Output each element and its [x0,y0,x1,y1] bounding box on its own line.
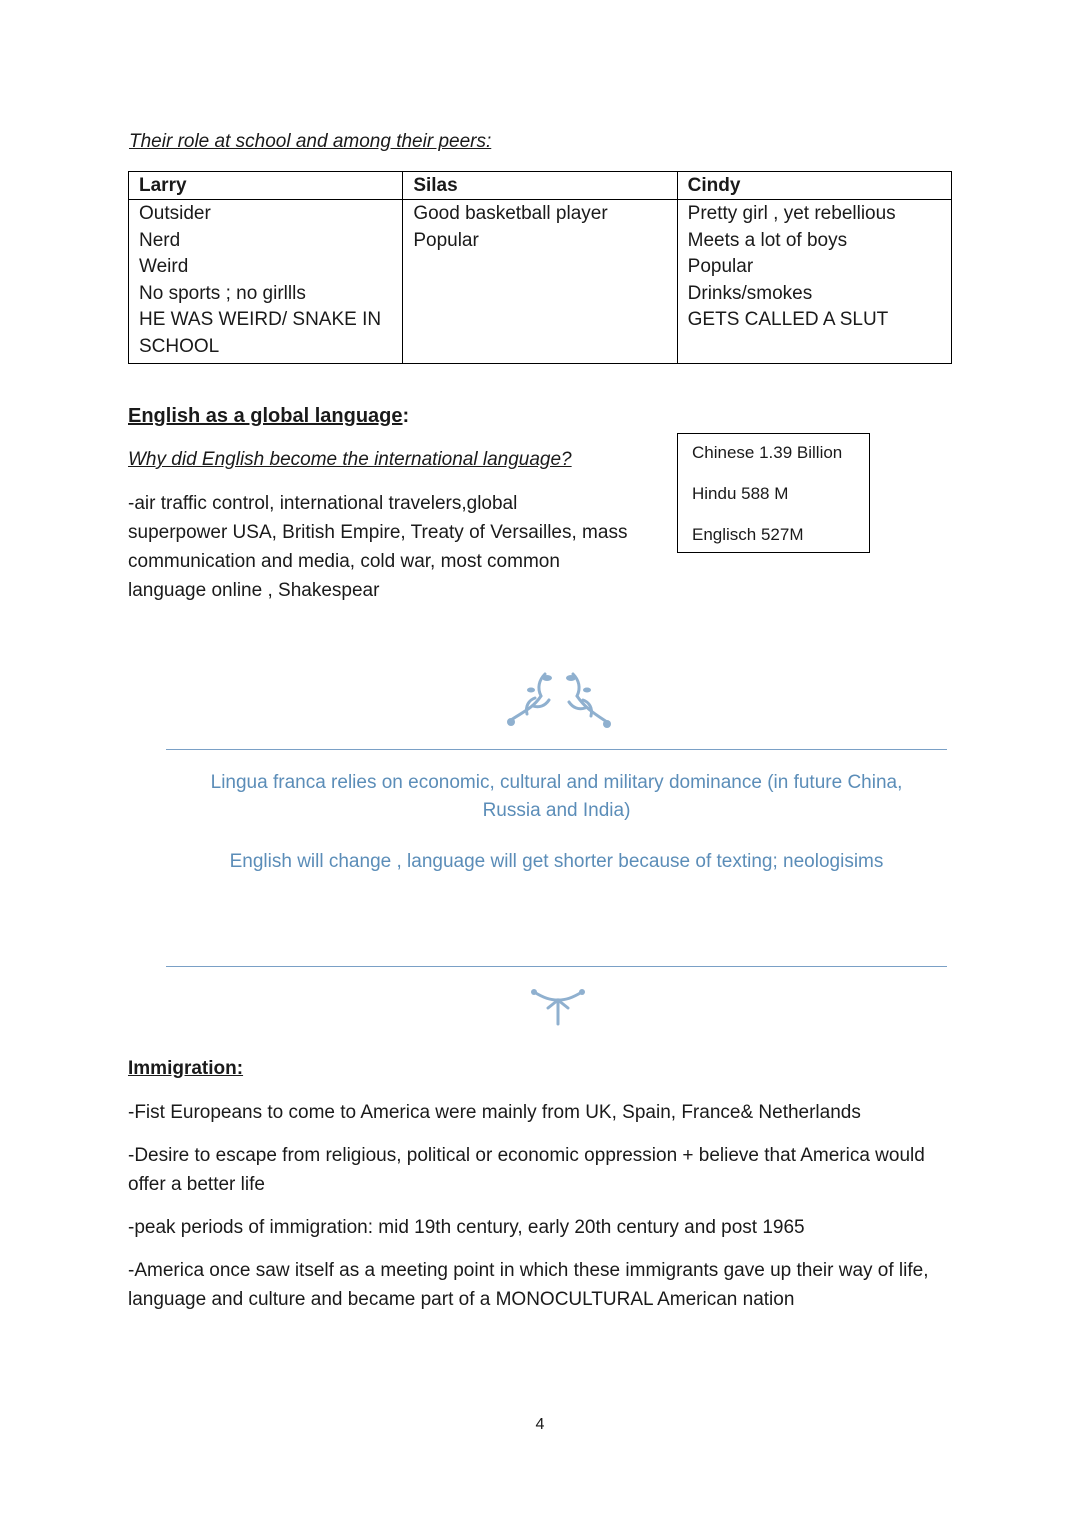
quote-english-change: English will change , language will get shorter because of texting; neologisims [229,851,884,872]
immigration-item: -Desire to escape from religious, political or economic oppression + believe that America would offer a better life [128,1145,925,1195]
divider-bottom [166,966,947,967]
quote-lingua-franca [166,769,947,825]
trait-item: Meets a lot of boys [687,229,848,251]
column-header-cindy: Cindy [677,172,951,200]
roles-body-row [129,200,952,364]
english-global-heading [128,405,409,428]
speakers-english: Englisch 527M [692,525,804,544]
answer-line: -air traffic control, international travelers,global [128,493,518,514]
english-global-heading-colon: : [402,405,410,427]
column-header-silas: Silas [403,172,677,200]
roles-header-row [129,172,952,200]
trait-item: No sports ; no girllls [139,282,306,304]
english-global-heading-text: English as a global language [128,405,403,427]
divider-top [166,749,947,750]
trait-item: GETS CALLED A SLUT [687,309,889,331]
immigration-item: -America once saw itself as a meeting point in which these immigrants gave up their way of life, language and culture and became part of a MONOCULTURAL American nation [128,1260,929,1310]
answer-line: language online , Shakespear [128,580,380,601]
answer-line: communication and media, cold war, most common [128,551,560,572]
larry-traits [129,200,403,364]
quote-line: Russia and India) [482,800,631,821]
roles-table [128,171,952,364]
trait-item: Popular [413,229,479,251]
roles-title: Their role at school and among their peers: [129,131,492,152]
trait-item: Good basketball player [413,203,608,224]
trait-item: Drinks/smokes [687,282,813,304]
trait-item: HE WAS WEIRD/ SNAKE IN [139,309,382,331]
column-header-larry: Larry [129,172,403,200]
speakers-chinese: Chinese 1.39 Billion [692,443,843,462]
trait-item: Nerd [139,229,181,251]
trait-item: Weird [139,256,189,278]
immigration-item: -Fist Europeans to come to America were mainly from UK, Spain, France& Netherlands [128,1102,861,1123]
cindy-traits [677,200,951,364]
trait-item: SCHOOL [139,335,220,357]
speakers-hindu: Hindu 588 M [692,484,789,503]
trait-item: Popular [687,256,754,278]
trait-item: Outsider [139,203,211,224]
immigration-item: -peak periods of immigration: mid 19th century, early 20th century and post 1965 [128,1217,805,1238]
speakers-box [677,433,870,553]
answer-line: superpower USA, British Empire, Treaty of Versailles, mass [128,522,628,543]
page-number: 4 [535,1416,545,1433]
quote-line: Lingua franca relies on economic, cultural and military dominance (in future China, [210,772,903,793]
fleuron-ornament-icon [530,986,586,1028]
floral-ornament-icon [503,668,615,732]
silas-traits [403,200,677,364]
english-global-answer [128,489,658,605]
trait-item: Pretty girl , yet rebellious [687,203,896,224]
english-global-question: Why did English become the international language? [128,449,572,470]
immigration-heading: Immigration: [128,1058,244,1079]
